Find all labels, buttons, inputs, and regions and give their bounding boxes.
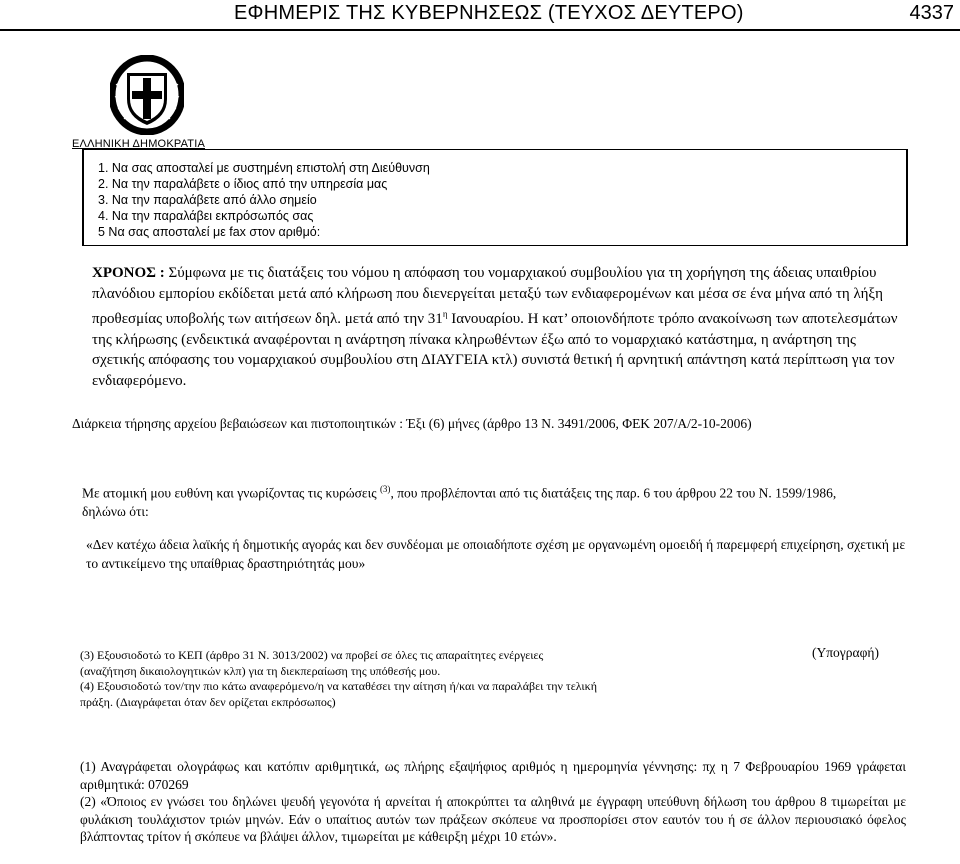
- delivery-options-list: [98, 160, 430, 240]
- time-label: ΧΡΟΝΟΣ :: [92, 265, 165, 281]
- note-3: (3) Εξουσιοδοτώ το ΚΕΠ (άρθρο 31 Ν. 3013/2002) να προβεί σε όλες τις απαραίτητες ενέργειες (αναζήτηση δικαιολογητικών κλπ) για τη διεκπεραίωση της υπόθεσής μου.: [80, 648, 544, 678]
- time-text-part1: Σύμφωνα με τις διατάξεις του νόμου η απόφαση του νομαρχιακού συμβουλίου για τη χορήγηση της άδειας υπαιθρίου πλανόδιου εμπορίου εκδίδεται μετά από κλήρωση που διενεργείται μεταξύ των ενδιαφερομένων και μέσα σε ένα μήνα από τη λήξη προθεσμίας υποβολής των αιτήσεων δηλ. μετά από την 31: [92, 265, 883, 327]
- footnotes: [80, 758, 906, 846]
- declaration-superscript: (3): [379, 484, 391, 494]
- time-paragraph: [92, 263, 912, 391]
- republic-label: ΕΛΛΗΝΙΚΗ ΔΗΜΟΚΡΑΤΙΑ: [72, 138, 206, 150]
- delivery-option: 2. Να την παραλάβετε ο ίδιος από την υπηρεσία μας: [98, 177, 388, 191]
- note-4: (4) Εξουσιοδοτώ τον/την πιο κάτω αναφερόμενο/η να καταθέσει την αίτηση ή/και να παραλάβει την τελική πράξη. (Διαγράφεται όταν δεν ορίζεται εκπρόσωπος): [80, 679, 597, 709]
- time-text-part2: Ιανουαρίου. Η κατ’ οποιονδήποτε τρόπο ανακοίνωση των αποτελεσμάτων της κλήρωσης (ενδεικτικά αναφέρονται η ανάρτηση πίνακα κληρωθέντων έξω από το νομαρχιακό κατάστημα, η ανάρτηση της σχετικής απόφασης του νομαρχιακού συμβουλίου στη ΔΙΑΥΓΕΙΑ κτλ) συνιστά θετική ή αρνητική απάντηση κατά περίπτωση για τον ενδιαφερόμενο.: [92, 311, 898, 389]
- declaration-part2: , που προβλέπονται από τις διατάξεις της παρ. 6 του άρθρου 22 του Ν. 1599/1986, δηλώνω ότι:: [82, 485, 837, 519]
- record-retention-duration: Διάρκεια τήρησης αρχείου βεβαιώσεων και πιστοποιητικών : Έξι (6) μήνες (άρθρο 13 Ν. 3491/2006, ΦΕΚ 207/Α/2-10-2006): [72, 416, 752, 431]
- footnote-2: (2) «Όποιος εν γνώσει του δηλώνει ψευδή γεγονότα ή αρνείται ή αποκρύπτει τα αληθινά με έγγραφη υπεύθυνη δήλωση του άρθρου 8 τιμωρείται με φυλάκιση τουλάχιστον τριών μηνών. Εάν ο υπαίτιος αυτών των πράξεων σκόπευε να προσπορίσει στον εαυτόν του ή σε άλλον περιουσιακό όφελος βλάπτοντας τρίτον ή σκόπευε να βλάψει άλλον, τιμωρείται με κάθειρξη μέχρι 10 ετών».: [80, 794, 906, 845]
- greek-coat-of-arms-icon: [110, 55, 184, 135]
- page-number: 4337: [909, 2, 954, 24]
- delivery-option: 1. Να σας αποσταλεί με συστημένη επιστολή στη Διεύθυνση: [98, 161, 430, 175]
- delivery-option: 3. Να την παραλάβετε από άλλο σημείο: [98, 193, 317, 207]
- declaration-quote: «Δεν κατέχω άδεια λαϊκής ή δημοτικής αγοράς και δεν συνδέομαι με οποιαδήποτε σχέση με οργανωμένη ομοειδή ή παρεμφερή επιχείρηση, σχετική με το αντικείμενο της υπαίθριας δραστηριότητάς μου»: [86, 537, 906, 571]
- footnote-1: (1) Αναγράφεται ολογράφως και κατόπιν αριθμητικά, ως πλήρης εξαψήφιος αριθμός η ημερομηνία γέννησης: πχ η 7 Φεβρουαρίου 1969 γράφεται αριθμητικά: 070269: [80, 759, 906, 792]
- delivery-option: 5 Να σας αποσταλεί με fax στον αριθμό:: [98, 225, 321, 239]
- declaration-paragraph: [82, 480, 882, 521]
- header-divider: [0, 29, 960, 31]
- time-superscript: η: [442, 309, 448, 319]
- signature-label: (Υπογραφή): [812, 645, 879, 660]
- authorization-notes: [80, 648, 600, 710]
- delivery-option: 4. Να την παραλάβει εκπρόσωπός σας: [98, 209, 314, 223]
- declaration-part1: Με ατομική μου ευθύνη και γνωρίζοντας τις κυρώσεις: [82, 485, 380, 501]
- gazette-header-title: ΕΦΗΜΕΡΙΣ ΤΗΣ ΚΥΒΕΡΝΗΣΕΩΣ (ΤΕΥΧΟΣ ΔΕΥΤΕΡΟ): [234, 2, 744, 24]
